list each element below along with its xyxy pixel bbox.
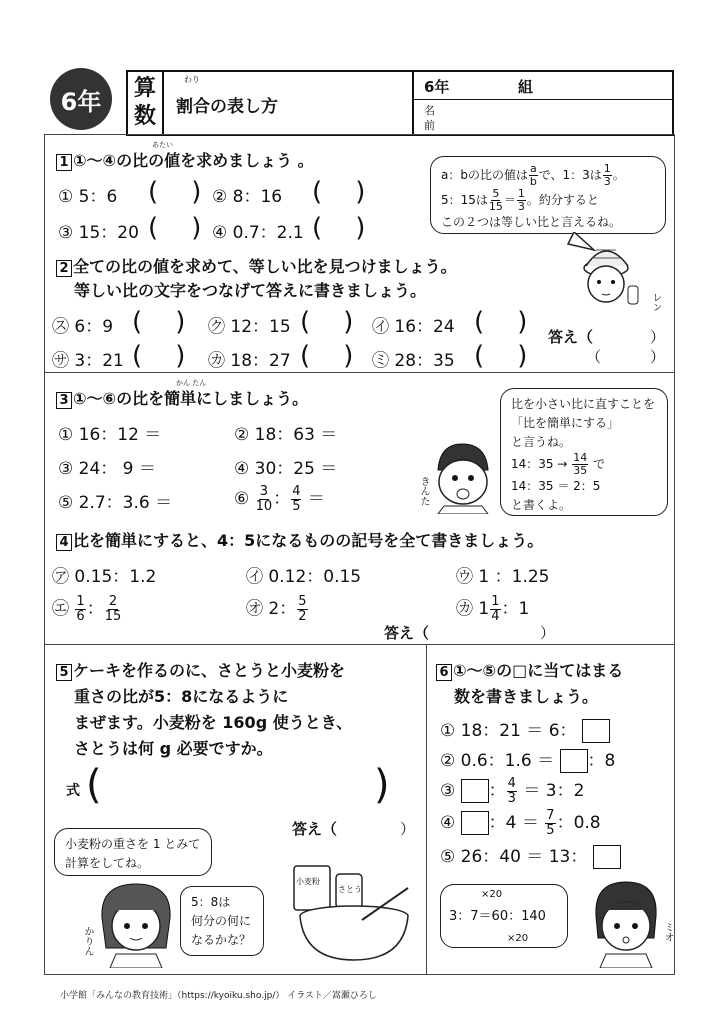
q3-item-3: ③ 24： 9 ＝ — [58, 459, 156, 479]
q5-hint-bubble-2: 5：8は 何分の何に なるかな？ — [180, 886, 264, 956]
sugar-jar-label: さとう — [338, 885, 362, 894]
q5-line-3: まぜます。小麦粉を 160g 使うとき、 — [74, 713, 353, 732]
q4-answer-close: ） — [540, 624, 556, 642]
q6-blank-2[interactable] — [560, 749, 588, 773]
grade-badge: 6年 — [50, 68, 112, 130]
q6-blank-4[interactable] — [461, 811, 489, 835]
q6-item-2: ② 0.6：1.6 ＝ ：8 — [440, 751, 616, 771]
q1-item-2: ② 8：16 — [212, 187, 283, 207]
q2-answer-su[interactable]: ( ) — [132, 307, 186, 337]
q5-formula-label: 式 — [66, 783, 80, 799]
q3-ruby: かん たん — [176, 379, 207, 387]
q5-line-1: 5 ケーキを作るのに、さとうと小麦粉を — [56, 658, 345, 681]
q5-answer-label: 答え（ — [292, 820, 338, 838]
q3-hint-bubble: 比を小さい比に直すことを 「比を簡単にする」 と言うね。 14：35 → $\frac{14}{35}$ で 14：35 ＝ 2：5 と書くよ。 — [500, 388, 668, 516]
q6-item-3: ③ ： $\frac{4}{3}$ ＝ 3：2 — [440, 775, 585, 806]
ren-name: レン — [650, 292, 661, 312]
q2-answer-close-2: ） — [650, 348, 666, 366]
name-label-1: 名 — [424, 104, 435, 117]
q1-answer-4[interactable]: ( ) — [312, 213, 366, 243]
q6-blank-1[interactable] — [582, 719, 610, 743]
q4-item-o: ㋔ 2： $\frac{5}{2}$ — [246, 593, 307, 624]
q1-item-3: ③ 15：20 — [58, 223, 139, 243]
q5-formula-open: ( — [86, 762, 102, 808]
karin-name: かりん — [82, 926, 93, 956]
q5-formula-field[interactable] — [104, 770, 368, 806]
q2-item-ka: ㋕ 18：27 — [208, 351, 291, 371]
q5-hint-bubble-1: 小麦粉の重さを 1 とみて 計算をしてね。 — [54, 828, 212, 876]
q2-answer-ka[interactable]: ( ) — [300, 341, 354, 371]
q2-answer-i[interactable]: ( ) — [474, 307, 528, 337]
kinta-name: きんた — [418, 476, 429, 506]
name-box — [412, 70, 674, 136]
girl-karin-illustration — [96, 878, 176, 968]
q3-item-2: ② 18：63 ＝ — [234, 425, 338, 445]
mio-name: ミオ — [662, 922, 673, 942]
q1-answer-3[interactable]: ( ) — [148, 213, 202, 243]
q1-answer-2[interactable]: ( ) — [312, 177, 366, 207]
q6-heading-2: 数を書きましょう。 — [454, 687, 599, 706]
q1-ruby: あたい — [152, 141, 173, 149]
q5-formula-close: ) — [374, 762, 390, 808]
name-label-2: 前 — [424, 119, 435, 132]
q2-item-i: ㋑ 16：24 — [372, 317, 455, 337]
q4-heading: 4 比を簡単にすると、4：5になるものの記号を全て書きましょう。 — [56, 528, 543, 551]
q2-item-mi: ㋯ 28：35 — [372, 351, 455, 371]
q4-item-ka: ㋕ 1 $\frac{1}{4}$ ：1 — [456, 593, 530, 624]
q5-answer-field[interactable] — [346, 818, 396, 838]
q6-heading-1: 6 ①～⑤の□に当てはまる — [436, 658, 623, 681]
q4-item-i: ㋑ 0.12：0.15 — [246, 567, 362, 587]
q2-item-sa: ㋚ 3：21 — [52, 351, 124, 371]
class-grade: 6年 — [424, 78, 450, 96]
name-field[interactable] — [444, 100, 670, 132]
q3-item-4: ④ 30：25 ＝ — [234, 459, 338, 479]
q3-item-6: ⑥ $\frac{3}{10}$ ： $\frac{4}{5}$ ＝ — [234, 483, 325, 514]
footer-credit: 小学館「みんなの教育技術」（https://kyoiku.sho.jp/） イラスト／嵩瀬ひろし — [60, 991, 377, 1001]
q1-item-4: ④ 0.7：2.1 — [212, 223, 304, 243]
q5-line-2: 重さの比が5：8になるように — [74, 687, 289, 706]
boy-kinta-illustration — [430, 440, 494, 514]
q6-blank-3[interactable] — [461, 779, 489, 803]
q4-item-e: ㋓ $\frac{1}{6}$ ： $\frac{2}{15}$ — [52, 593, 122, 624]
flour-bag-label: 小麦粉 — [296, 877, 320, 886]
q3-heading: 3 ①～⑥の比を簡単にしましょう。 — [56, 386, 308, 409]
q2-answer-ku[interactable]: ( ) — [300, 307, 354, 337]
q4-item-u: ㋒ 1 ：1.25 — [456, 567, 550, 587]
q1-item-1: ① 5：6 — [58, 187, 118, 207]
q4-item-a: ㋐ 0.15：1.2 — [52, 567, 157, 587]
q2-item-su: ㋜ 6：9 — [52, 317, 114, 337]
q5-answer-close: ） — [400, 820, 416, 838]
subject-label: 算 数 — [126, 70, 164, 136]
q4-answer-label: 答え（ — [384, 624, 430, 642]
q2-answer-field[interactable] — [600, 326, 648, 364]
q2-item-ku: ㋗ 12：15 — [208, 317, 291, 337]
q1-hint-bubble: a：bの比の値は $\frac{a}{b}$ で、1：3は $\frac{1}{3}$ 。 5：15は $\frac{5}{15}$ ＝ $\frac{1}{3}$ 。約分すると この２つは等しい比と言えるね。 — [430, 156, 666, 234]
q3-item-5: ⑤ 2.7：3.6 ＝ — [58, 493, 173, 513]
page-title: 割合の表し方 — [176, 97, 278, 117]
q6-blank-5[interactable] — [593, 845, 621, 869]
q6-hint-bubble: ×20 3：7＝60：140 ×20 — [440, 884, 568, 948]
q2-answer-open-2: （ — [586, 348, 602, 366]
q4-answer-field[interactable] — [440, 622, 536, 642]
q2-answer-mi[interactable]: ( ) — [474, 341, 528, 371]
girl-mio-illustration — [588, 878, 664, 968]
q6-item-4: ④ ：4 ＝ $\frac{7}{5}$ ：0.8 — [440, 807, 601, 838]
q2-heading-2: 等しい比の文字をつなげて答えに書きましょう。 — [74, 281, 427, 300]
q2-heading-1: 2 全ての比の値を求めて、等しい比を見つけましょう。 — [56, 254, 457, 277]
q5-line-4: さとうは何 g 必要ですか。 — [74, 739, 273, 758]
title-box — [160, 70, 414, 136]
q6-item-1: ① 18：21 ＝ 6： — [440, 716, 610, 743]
q2-answer-label: 答え（ — [548, 328, 594, 346]
q1-heading: 1 ①～④の比の値を求めましょう 。 — [56, 148, 314, 171]
q2-answer-close: ） — [650, 328, 666, 346]
q3-item-1: ① 16：12 ＝ — [58, 425, 162, 445]
q6-item-5: ⑤ 26：40 ＝ 13： — [440, 842, 621, 869]
class-suffix: 組 — [518, 78, 534, 96]
title-ruby: わり — [184, 75, 200, 84]
q1-answer-1[interactable]: ( ) — [148, 177, 202, 207]
q2-answer-sa[interactable]: ( ) — [132, 341, 186, 371]
